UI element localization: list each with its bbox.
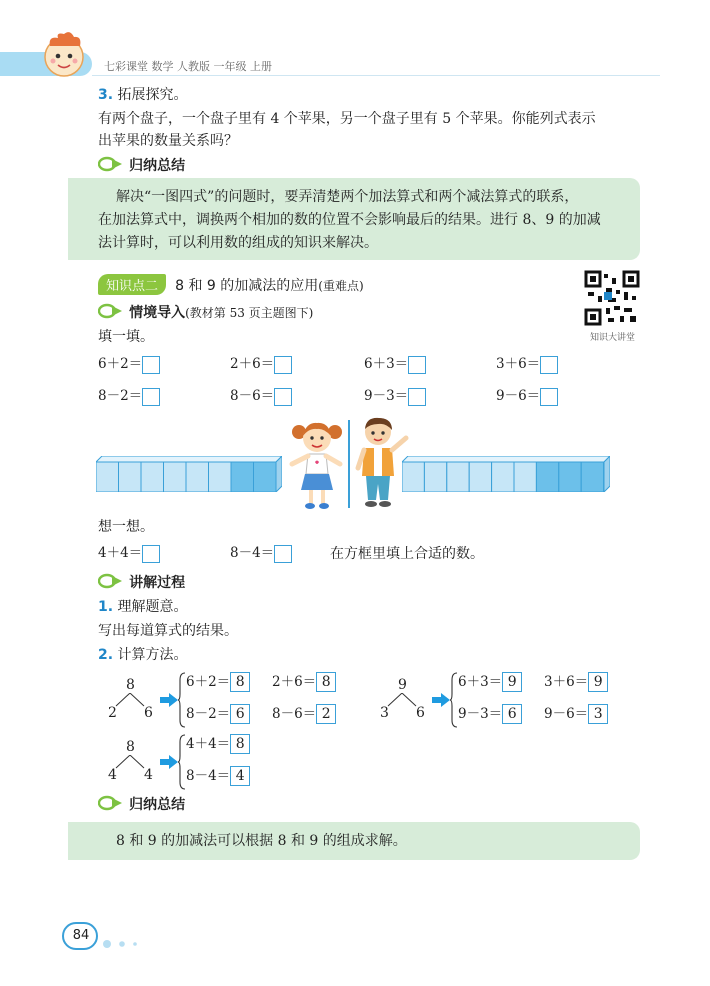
summary-1-line-1: 解决“一图四式”的问题时，要弄清楚两个加法算式和两个减法算式的联系，: [116, 189, 579, 205]
think-label: 想一想。: [98, 519, 154, 535]
g1-add-1: 6＋2＝ 8: [186, 672, 250, 692]
g1-sub-1: 8－2＝ 6: [186, 704, 250, 724]
header-title: 七彩课堂 数学 人教版 一年级 上册: [104, 60, 272, 73]
fill-row-1-item-3: 6＋3＝: [364, 354, 426, 374]
intro-note: (教材第 53 页主题图下): [185, 306, 314, 320]
g3-left: 4: [108, 767, 117, 783]
intro-marker-icon: [98, 303, 124, 323]
mascot-icon: [40, 30, 90, 80]
g2-right: 6: [416, 705, 425, 721]
ext-heading: [98, 86, 188, 104]
answer-box[interactable]: [274, 545, 292, 563]
boy-illustration: [352, 414, 412, 514]
brace-icon: [178, 672, 186, 732]
arrow-icon: [432, 692, 450, 711]
g1-left: 2: [108, 705, 117, 721]
g1-right: 6: [144, 705, 153, 721]
think-eq-2: 8－4＝: [230, 543, 292, 563]
process-title: 讲解过程: [129, 575, 186, 591]
answer-box[interactable]: [540, 356, 558, 374]
summary-marker-icon: [98, 795, 124, 815]
g3-top: 8: [126, 739, 135, 755]
ext-number: 3.: [98, 87, 114, 103]
think-instruction: 在方框里填上合适的数。: [330, 546, 484, 562]
fill-row-2-item-2: 8－6＝: [230, 386, 292, 406]
brace-icon: [450, 672, 458, 732]
summary-heading-1: [98, 155, 185, 176]
illustration-divider: [348, 420, 350, 508]
intro-title: 情境导入: [129, 305, 186, 321]
answer-box[interactable]: [274, 388, 292, 406]
g2-sub-2: 9－6＝ 3: [544, 704, 608, 724]
summary-1-line-2: 在加法算式中，调换两个相加的数的位置不会影响最后的结果。进行 8、9 的加减: [98, 212, 601, 228]
g1-sub-2: 8－6＝ 2: [272, 704, 336, 724]
g2-sub-1: 9－3＝ 6: [458, 704, 522, 724]
fill-row-1-item-2: 2＋6＝: [230, 354, 292, 374]
answer-box[interactable]: [142, 356, 160, 374]
intro-heading: [98, 302, 313, 323]
step-1-text: 写出每道算式的结果。: [98, 623, 238, 639]
arrow-icon: [160, 754, 178, 773]
cube-row-left: [96, 456, 282, 496]
answer-box[interactable]: [540, 388, 558, 406]
g2-top: 9: [398, 677, 407, 693]
cube-row-right: [402, 456, 610, 496]
page-number: 84: [72, 928, 90, 943]
kp2-title: 8 和 9 的加减法的应用: [175, 278, 319, 294]
g3-right: 4: [144, 767, 153, 783]
summary-heading-2: [98, 794, 185, 815]
fill-row-2-item-1: 8－2＝: [98, 386, 160, 406]
answer-box[interactable]: [274, 356, 292, 374]
brace-icon: [178, 734, 186, 794]
summary-title-1: 归纳总结: [129, 158, 186, 174]
fill-row-2-item-3: 9－3＝: [364, 386, 426, 406]
g2-left: 3: [380, 705, 389, 721]
ext-line-1: 有两个盘子，一个盘子里有 4 个苹果，另一个盘子里有 5 个苹果。你能列式表示: [98, 111, 596, 127]
ext-label: 拓展探究。: [117, 87, 188, 103]
summary-1-line-3: 法计算时，可以利用数的组成的知识来解决。: [98, 235, 378, 251]
summary-marker-icon: [98, 156, 124, 176]
g3-sub-1: 8－4＝ 4: [186, 766, 250, 786]
ext-line-2: 出苹果的数量关系吗？: [98, 133, 238, 149]
answer-box[interactable]: [142, 388, 160, 406]
kp2-note: (重难点): [318, 279, 364, 293]
think-eq-1: 4＋4＝: [98, 543, 160, 563]
fill-row-1-item-4: 3＋6＝: [496, 354, 558, 374]
arrow-icon: [160, 692, 178, 711]
fill-row-1-item-1: 6＋2＝: [98, 354, 160, 374]
g2-add-2: 3＋6＝ 9: [544, 672, 608, 692]
g2-add-1: 6＋3＝ 9: [458, 672, 522, 692]
girl-illustration: [288, 418, 346, 514]
qr-caption: 知识大讲堂: [590, 333, 636, 343]
answer-box[interactable]: [408, 388, 426, 406]
footer-dots-icon: [102, 934, 142, 953]
fill-row-2-item-4: 9－6＝: [496, 386, 558, 406]
summary-2-text: 8 和 9 的加减法可以根据 8 和 9 的组成求解。: [116, 833, 407, 849]
qr-code-icon[interactable]: [584, 270, 640, 326]
summary-title-2: 归纳总结: [129, 797, 186, 813]
g1-top: 8: [126, 677, 135, 693]
kp2-heading: [98, 274, 364, 295]
kp2-tag: 知识点二: [98, 274, 166, 295]
g3-add-1: 4＋4＝ 8: [186, 734, 250, 754]
header-line: [92, 75, 660, 76]
process-heading: [98, 572, 185, 593]
intro-fill-label: 填一填。: [98, 329, 154, 345]
answer-box[interactable]: [142, 545, 160, 563]
answer-box[interactable]: [408, 356, 426, 374]
g1-add-2: 2＋6＝ 8: [272, 672, 336, 692]
process-marker-icon: [98, 573, 124, 593]
step-2-heading: 2. 计算方法。: [98, 647, 188, 663]
step-1-heading: 1. 理解题意。: [98, 599, 188, 615]
